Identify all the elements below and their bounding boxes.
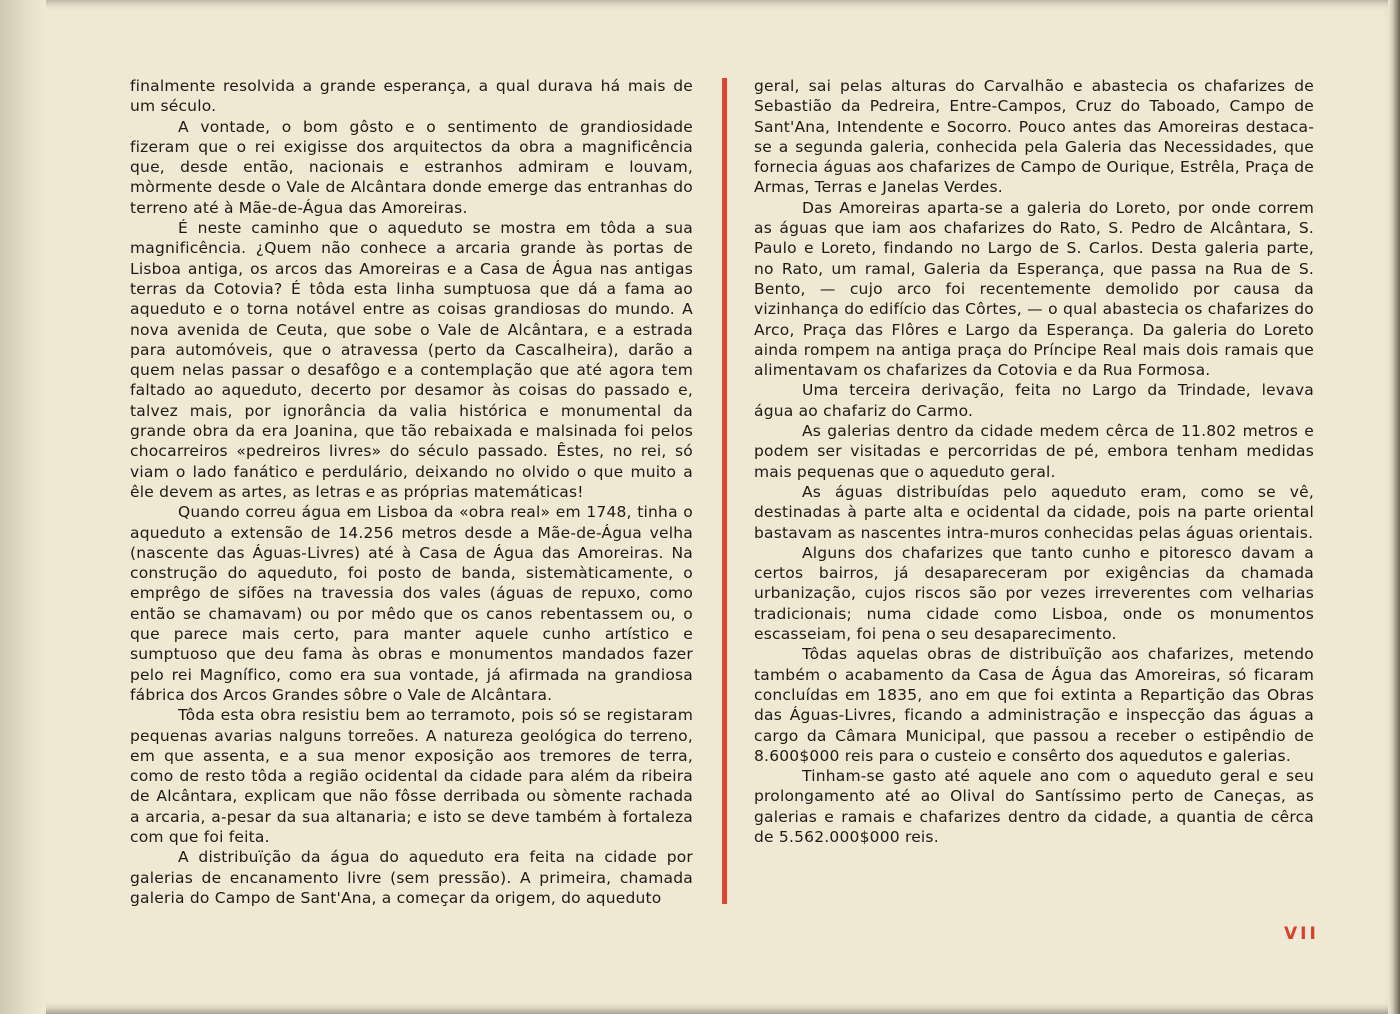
page-number: VII: [1284, 924, 1319, 944]
right-text-column: [754, 76, 1314, 847]
paragraph: A vontade, o bom gôsto e o sentimento de grandiosidade fizeram que o rei exigisse dos arquitectos da obra a magnificência que, desde então, nacionais e estranhos admiram e louvam, mòrmente desde o Vale de Alcântara donde emerge das entranhas do terreno até à Mãe-de-Água das Amoreiras.: [130, 117, 693, 217]
paragraph: finalmente resolvida a grande esperança, a qual durava há mais de um século.: [130, 77, 693, 116]
paragraph: Tôda esta obra resistiu bem ao terramoto, pois só se registaram pequenas avarias nalguns torreões. A natureza geológica do terreno, em que assenta, e a sua menor exposição aos tremores de terra, como de resto tôda a região ocidental da cidade para além da ribeira de Alcântara, explicam que não fôsse derribada ou sòmente rachada a arcaria, a-pesar da sua altanaria; e isto se deve também à fortaleza com que foi feita.: [130, 706, 693, 846]
paragraph: Das Amoreiras aparta-se a galeria do Loreto, por onde correm as águas que iam aos chafarizes do Rato, S. Pedro de Alcântara, S. Paulo e Loreto, findando no Largo de S. Carlos. Desta galeria parte, no Rato, um ramal, Galeria da Esperança, que passa na Rua de S. Bento, — cujo arco foi recentemente demolido por causa da vizinhança do edifício das Côrtes, — o qual abastecia os chafarizes do Arco, Praça das Flôres e Largo da Esperança. Da galeria do Loreto ainda rompem na antiga praça do Príncipe Real mais dois ramais que alimentavam os chafarizes da Cotovia e da Rua Formosa.: [754, 198, 1314, 380]
red-column-divider: [722, 78, 727, 904]
paragraph: Quando correu água em Lisboa da «obra real» em 1748, tinha o aqueduto a extensão de 14.256 metros desde a Mãe-de-Água velha (nascente das Águas-Livres) até à Casa de Água das Amoreiras. Na construção do aqueduto, foi posto de banda, sistemàticamente, o emprêgo de sifões na travessia dos vales (águas de repuxo, como então se chamavam) ou por mêdo que os canos rebentassem ou, o que parece mais certo, para manter aquele cunho artístico e sumptuoso que deu fama às obras e monumentos mandados fazer pelo rei Magnífico, como era sua vontade, já afirmada na grandiosa fábrica dos Arcos Grandes sôbre o Vale de Alcântara.: [130, 503, 693, 704]
paragraph: geral, sai pelas alturas do Carvalhão e abastecia os chafarizes de Sebastião da Pedreira, Entre-Campos, Cruz do Taboado, Campo de Sant'Ana, Intendente e Socorro. Pouco antes das Amoreiras destaca-se a segunda galeria, conhecida pela Galeria das Necessidades, que fornecia águas aos chafarizes de Campo de Ourique, Estrêla, Praça de Armas, Terras e Janelas Verdes.: [754, 77, 1314, 197]
paragraph: Tinham-se gasto até aquele ano com o aqueduto geral e seu prolongamento até ao Olival do Santíssimo perto de Caneças, as galerias e ramais e chafarizes dentro da cidade, a quantia de cêrca de 5.562.000$000 reis.: [754, 767, 1314, 846]
page-edge-right: [1388, 0, 1400, 1014]
paragraph: Uma terceira derivação, feita no Largo da Trindade, levava água ao chafariz do Carmo.: [754, 381, 1314, 420]
paragraph: Alguns dos chafarizes que tanto cunho e pitoresco davam a certos bairros, já desapareceram por exigências da chamada urbanização, cujos riscos são por vezes irreverentes com velharias tradicionais; numa cidade como Lisboa, onde os monumentos escasseiam, foi pena o seu desaparecimento.: [754, 543, 1314, 644]
paragraph: É neste caminho que o aqueduto se mostra em tôda a sua magnificência. ¿Quem não conhece a arcaria grande às portas de Lisboa antiga, os arcos das Amoreiras e a Casa de Água nas antigas terras da Cotovia? É tôda esta linha sumptuosa que dá a fama ao aqueduto e o torna notável entre as coisas grandiosas do mundo. A nova avenida de Ceuta, que sobe o Vale de Alcântara, e a estrada para automóveis, que o atravessa (perto da Cascalheira), darão a quem nelas passar o desafôgo e a contemplação que até agora tem faltado ao aqueduto, decerto por desamor às coisas do passado e, talvez mais, por ignorância da valia histórica e monumental da grande obra da era Joanina, que tão rebaixada e malsinada foi pelos chocarreiros «pedreiros livres» do século passado. Êstes, no rei, só viam o lado fanático e perdulário, deixando no olvido o que muito a êle devem as artes, as letras e as próprias matemáticas!: [130, 219, 693, 501]
paragraph: Tôdas aquelas obras de distribuïção aos chafarizes, metendo também o acabamento da Casa de Água das Amoreiras, só ficaram concluídas em 1835, ano em que foi extinta a Repartição das Obras das Águas-Livres, ficando a administração e inspecção das águas a cargo da Câmara Municipal, que passou a receber o estipêndio de 8.600$000 reis para o custeio e consêrto dos aquedutos e galerias.: [754, 645, 1314, 765]
left-text-column: [130, 76, 693, 908]
paragraph: As águas distribuídas pelo aqueduto eram, como se vê, destinadas à parte alta e ocidental da cidade, pois na parte oriental bastavam as nascentes intra-muros conhecidas pelas águas orientais.: [754, 482, 1314, 542]
paragraph: A distribuïção da água do aqueduto era feita na cidade por galerias de encanamento livre (sem pressão). A primeira, chamada galeria do Campo de Sant'Ana, a começar da origem, do aqueduto: [130, 848, 693, 907]
paragraph: As galerias dentro da cidade medem cêrca de 11.802 metros e podem ser visitadas e percorridas de pé, embora tenham medidas mais pequenas que o aqueduto geral.: [754, 422, 1314, 481]
page-edge-left: [0, 0, 46, 1014]
